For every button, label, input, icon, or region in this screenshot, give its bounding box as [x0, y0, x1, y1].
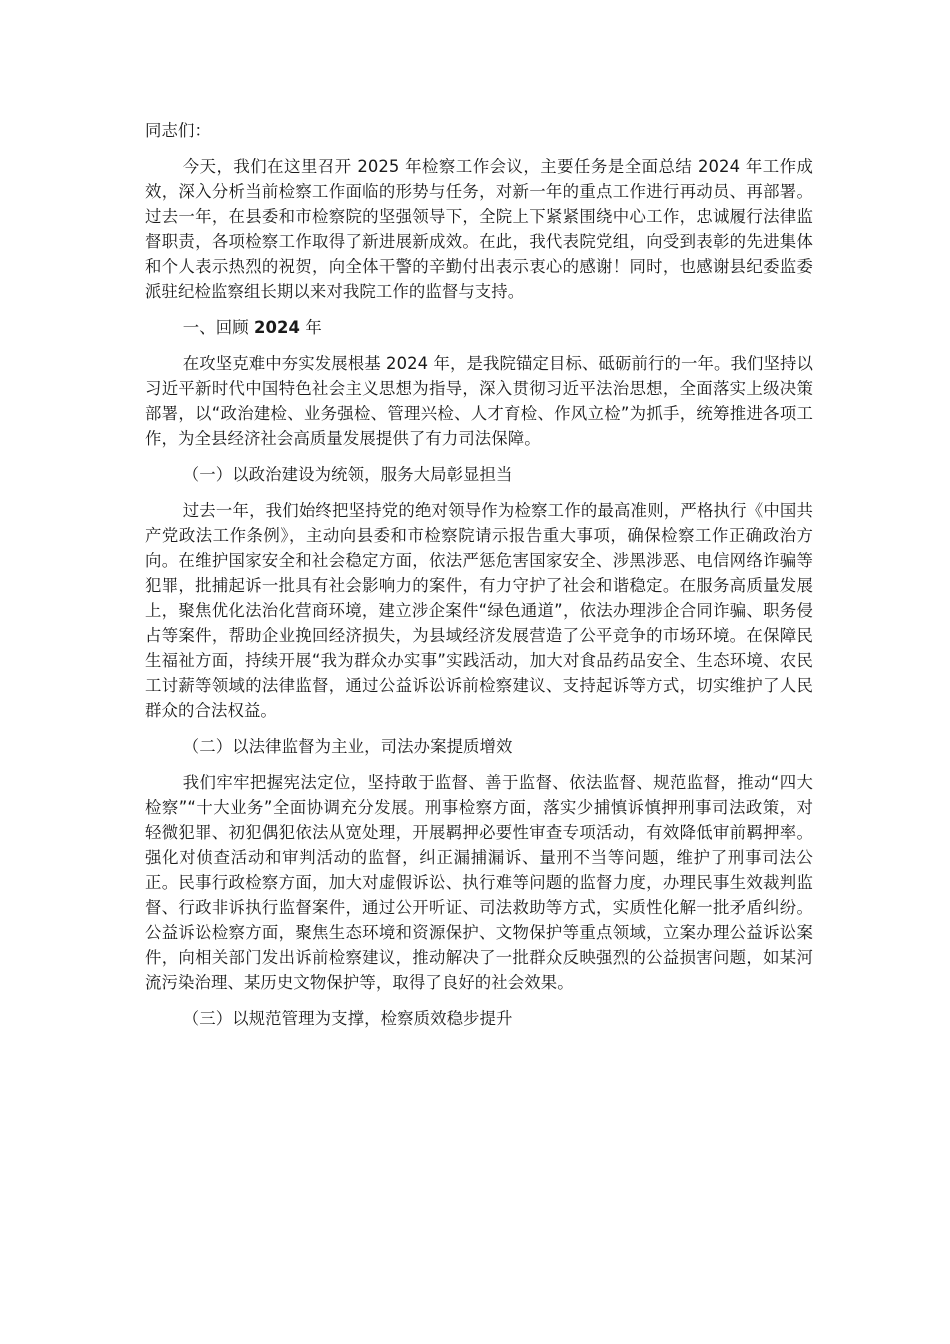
- subsection-1-paragraph: 过去一年，我们始终把坚持党的绝对领导作为检察工作的最高准则，严格执行《中国共产党政法工作条例》，主动向县委和市检察院请示报告重大事项，确保检察工作正确政治方向。在维护国家安全和社会稳定方面，依法严惩危害国家安全、涉黑涉恶、电信网络诈骗等犯罪，批捕起诉一批具有社会影响力的案件，有力守护了社会和谐稳定。在服务高质量发展上，聚焦优化法治化营商环境，建立涉企案件“绿色通道”，依法办理涉企合同诈骗、职务侵占等案件，帮助企业挽回经济损失，为县域经济发展营造了公平竞争的市场环境。在保障民生福祉方面，持续开展“我为群众办实事”实践活动，加大对食品药品安全、生态环境、农民工讨薪等领域的法律监督，通过公益诉讼诉前检察建议、支持起诉等方式，切实维护了人民群众的合法权益。: [145, 501, 813, 720]
- subsection-1-title: （一）以政治建设为统领，服务大局彰显担当: [182, 465, 513, 484]
- section-1-title: [145, 315, 813, 340]
- document-page: [145, 118, 813, 1042]
- intro-paragraph: 今天，我们在这里召开 2025 年检察工作会议，主要任务是全面总结 2024 年工作成效，深入分析当前检察工作面临的形势与任务，对新一年的重点工作进行再动员、再部署。过去一年，在县委和市检察院的坚强领导下，全院上下紧紧围绕中心工作，忠诚履行法律监督职责，各项检察工作取得了新进展新成效。在此，我代表院党组，向受到表彰的先进集体和个人表示热烈的祝贺，向全体干警的辛勤付出表示衷心的感谢！同时，也感谢县纪委监委派驻纪检监察组长期以来对我院工作的监督与支持。: [145, 157, 813, 301]
- section-1-title-suffix: 年: [300, 318, 322, 337]
- subsection-2-paragraph: 我们牢牢把握宪法定位，坚持敢于监督、善于监督、依法监督、规范监督，推动“四大检察”“十大业务”全面协调充分发展。刑事检察方面，落实少捕慎诉慎押刑事司法政策，对轻微犯罪、初犯偶犯依法从宽处理，开展羁押必要性审查专项活动，有效降低审前羁押率。强化对侦查活动和审判活动的监督，纠正漏捕漏诉、量刑不当等问题，维护了刑事司法公正。民事行政检察方面，加大对虚假诉讼、执行难等问题的监督力度，办理民事生效裁判监督、行政非诉执行监督案件，通过公开听证、司法救助等方式，实质性化解一批矛盾纠纷。公益诉讼检察方面，聚焦生态环境和资源保护、文物保护等重点领域，立案办理公益诉讼案件，向相关部门发出诉前检察建议，推动解决了一批群众反映强烈的公益损害问题，如某河流污染治理、某历史文物保护等，取得了良好的社会效果。: [145, 773, 813, 992]
- salutation: 同志们：: [145, 121, 211, 140]
- subsection-3-title: （三）以规范管理为支撑，检察质效稳步提升: [182, 1009, 513, 1028]
- subsection-2-title: （二）以法律监督为主业，司法办案提质增效: [182, 737, 513, 756]
- section-1-paragraph: 在攻坚克难中夯实发展根基 2024 年，是我院锚定目标、砥砺前行的一年。我们坚持以习近平新时代中国特色社会主义思想为指导，深入贯彻习近平法治思想，全面落实上级决策部署，以“政治建检、业务强检、管理兴检、人才育检、作风立检”为抓手，统筹推进各项工作，为全县经济社会高质量发展提供了有力司法保障。: [145, 354, 813, 448]
- section-1-title-year: 2024: [254, 318, 301, 337]
- section-1-title-prefix: 一、回顾: [182, 318, 254, 337]
